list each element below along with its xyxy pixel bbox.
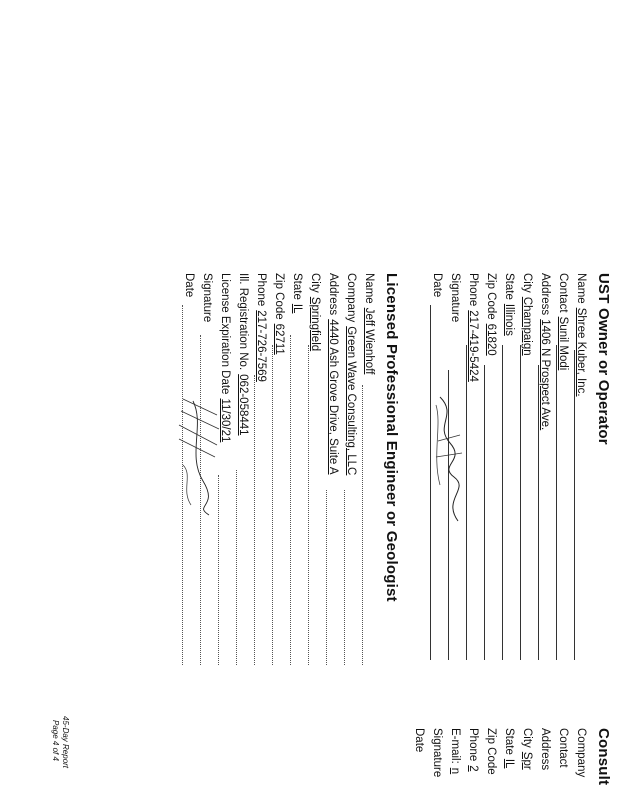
consultant-state-row <box>500 728 518 768</box>
owner-zip-line <box>484 365 485 660</box>
pe-state-line <box>290 335 291 665</box>
pe-address-line <box>326 490 327 665</box>
owner-signature-image <box>428 395 468 525</box>
pe-registration-value: 062-058441 <box>237 374 249 436</box>
owner-address-line <box>538 365 539 660</box>
pe-zip-row <box>270 273 288 355</box>
pe-zip-label: Zip Code <box>273 273 285 320</box>
consultant-section <box>413 728 612 800</box>
owner-phone-value: 217-419-5424 <box>467 310 479 382</box>
owner-heading: UST Owner or Operator <box>595 273 612 445</box>
pe-name-line <box>362 385 363 665</box>
pe-phone-line <box>254 375 255 665</box>
pe-registration-label: Ill. Registration No. <box>237 273 249 371</box>
pe-date-label: Date <box>183 273 195 298</box>
owner-address-value: 1406 N Prospect Ave. <box>539 319 551 431</box>
pe-city-value: Springfield <box>309 296 321 352</box>
owner-contact-line <box>556 345 557 660</box>
pe-name-label: Name <box>363 273 375 304</box>
pe-registration-row <box>234 273 252 436</box>
consultant-zip-row <box>482 728 500 775</box>
pe-address-row <box>324 273 342 475</box>
pe-registration-line <box>236 470 237 665</box>
pe-city-line <box>308 345 309 665</box>
owner-phone-label: Phone <box>467 273 479 307</box>
pe-signature-row <box>198 273 216 322</box>
consultant-signature-label: Signature <box>431 728 443 778</box>
consultant-state-label: State <box>503 728 515 755</box>
owner-date-row <box>428 273 446 297</box>
footer-report-title: 45-Day Report <box>61 716 70 769</box>
consultant-phone-value: 2 <box>467 765 479 772</box>
pe-company-label: Company <box>345 273 357 323</box>
professional-heading: Licensed Professional Engineer or Geologist <box>383 273 400 602</box>
pe-date-row <box>180 273 198 297</box>
consultant-contact-label: Contact <box>557 728 569 768</box>
pe-city-label: City <box>309 273 321 293</box>
owner-city-row <box>518 273 536 356</box>
consultant-company-label: Company <box>575 728 587 778</box>
consultant-email-row <box>446 728 464 774</box>
owner-zip-label: Zip Code <box>485 273 497 320</box>
pe-company-line <box>344 490 345 665</box>
consultant-address-row <box>536 728 554 770</box>
pe-phone-label: Phone <box>255 273 267 307</box>
pe-address-value: 4440 Ash Grove Drive, Suite A <box>327 319 339 475</box>
consultant-address-label: Address <box>539 728 551 771</box>
owner-name-line <box>574 350 575 660</box>
owner-state-value: Illinois <box>503 303 515 336</box>
consultant-heading: Consult <box>595 728 612 786</box>
owner-state-label: State <box>503 273 515 300</box>
consultant-company-row <box>572 728 590 777</box>
owner-date-label: Date <box>431 273 443 298</box>
owner-signature-label: Signature <box>449 273 461 323</box>
pe-address-label: Address <box>327 273 339 316</box>
pe-zip-value: 62711 <box>273 323 285 355</box>
footer-page-number: Page 4 of 4 <box>51 720 60 761</box>
pe-signature-label: Signature <box>201 273 213 323</box>
consultant-phone-label: Phone <box>467 728 479 762</box>
owner-city-line <box>520 345 521 660</box>
pe-expiration-value: 11/30/21 <box>219 398 231 443</box>
pe-signature-image <box>175 395 223 520</box>
pe-name-value: Jeff Wienhoff <box>363 307 375 375</box>
owner-address-label: Address <box>539 273 551 316</box>
owner-name-label: Name <box>575 273 587 304</box>
consultant-date-row <box>410 728 428 752</box>
consultant-city-label: City <box>521 728 533 748</box>
owner-contact-value: Sunil Modi <box>557 316 569 371</box>
consultant-email-value: n <box>449 767 461 775</box>
owner-name-value: Shree Kuber, Inc. <box>575 307 587 397</box>
pe-state-value: IL <box>291 303 303 314</box>
report-footer <box>50 716 70 768</box>
pe-state-label: State <box>291 273 303 300</box>
consultant-signature-row <box>428 728 446 777</box>
pe-company-row <box>342 273 360 475</box>
pe-phone-value: 217-726-7569 <box>255 310 267 382</box>
pe-company-value: Green Wave Consulting, LLC <box>345 326 357 476</box>
pe-city-row <box>306 273 324 351</box>
owner-city-label: City <box>521 273 533 293</box>
consultant-phone-row <box>464 728 482 772</box>
pe-zip-line <box>272 345 273 665</box>
consultant-contact-row <box>554 728 572 768</box>
consultant-email-label: E-mail: <box>449 728 461 764</box>
consultant-date-label: Date <box>413 728 425 753</box>
pe-state-row <box>288 273 306 313</box>
owner-zip-row <box>482 273 500 356</box>
owner-zip-value: 61820 <box>485 323 497 356</box>
consultant-city-row <box>518 728 536 770</box>
owner-state-line <box>502 345 503 660</box>
pe-expiration-label: License Expiration Date <box>219 273 231 395</box>
owner-city-value: Champaign <box>521 296 533 356</box>
consultant-city-value: Spr <box>521 751 533 770</box>
consultant-zip-label: Zip Code <box>485 728 497 775</box>
consultant-state-value: IL <box>503 758 515 769</box>
pe-name-row <box>360 273 378 374</box>
owner-state-row <box>500 273 518 336</box>
owner-signature-row <box>446 273 464 322</box>
pe-phone-row <box>252 273 270 382</box>
owner-contact-label: Contact <box>557 273 569 313</box>
